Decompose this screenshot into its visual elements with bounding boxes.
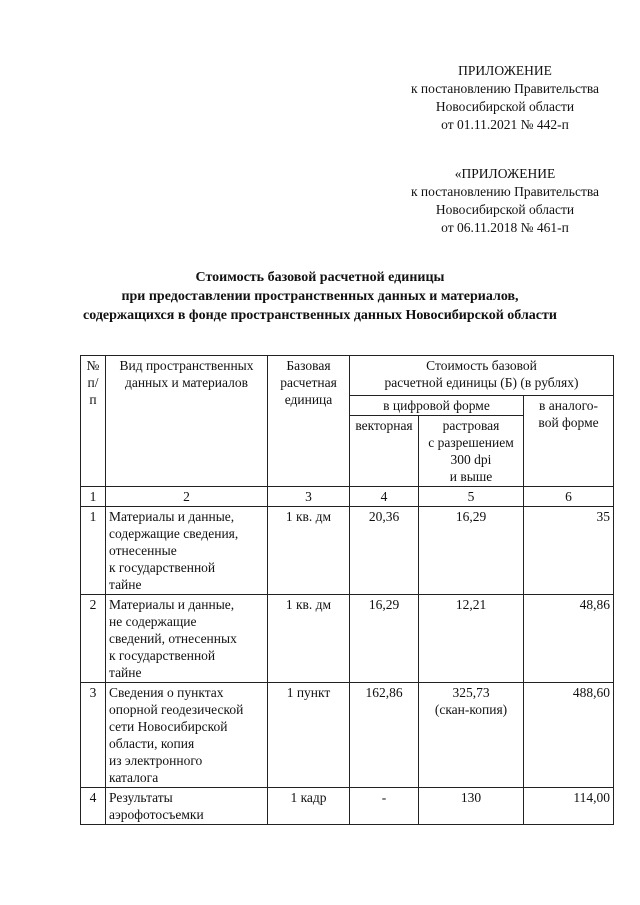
appendix-title: «ПРИЛОЖЕНИЕ: [454, 166, 556, 181]
row-vector: -: [350, 788, 419, 825]
row-type: Сведения о пунктах опорной геодезической сети Новосибирской области, копия из электронного каталога: [106, 683, 268, 788]
row-vector: 162,86: [350, 683, 419, 788]
row-unit: 1 кв. дм: [268, 595, 350, 683]
row-raster: 325,73 (скан-копия): [419, 683, 524, 788]
row-raster: 130: [419, 788, 524, 825]
document-title: [40, 268, 600, 325]
col-number: 2: [106, 487, 268, 507]
title-line-3: содержащихся в фонде пространственных данных Новосибирской области: [83, 308, 557, 323]
row-raster: 16,29: [419, 507, 524, 595]
header-analog: в аналого- вой форме: [524, 396, 614, 487]
appendix-line: к постановлению Правительства: [410, 81, 600, 96]
appendix-line: к постановлению Правительства: [410, 184, 600, 199]
header-type: Вид пространственных данных и материалов: [106, 356, 268, 487]
row-num: 4: [81, 788, 106, 825]
table-row: [81, 595, 614, 683]
appendix-block-original: [375, 165, 635, 237]
table-row: [81, 788, 614, 825]
row-analog: 35: [524, 507, 614, 595]
appendix-date: от 06.11.2018 № 461-п: [441, 220, 569, 235]
header-vector: векторная: [350, 416, 419, 487]
cost-table: [80, 355, 614, 825]
col-number: 3: [268, 487, 350, 507]
row-vector: 20,36: [350, 507, 419, 595]
column-numbers-row: [81, 487, 614, 507]
row-num: 2: [81, 595, 106, 683]
row-analog: 114,00: [524, 788, 614, 825]
row-raster: 12,21: [419, 595, 524, 683]
header-cost: Стоимость базовой расчетной единицы (Б) (в рублях): [350, 356, 614, 396]
header-unit: Базовая расчетная единица: [268, 356, 350, 487]
row-type: Материалы и данные, не содержащие сведений, отнесенных к государственной тайне: [106, 595, 268, 683]
row-vector: 16,29: [350, 595, 419, 683]
row-unit: 1 кв. дм: [268, 507, 350, 595]
header-num: № п/п: [81, 356, 106, 487]
table-row: [81, 683, 614, 788]
col-number: 1: [81, 487, 106, 507]
row-unit: 1 кадр: [268, 788, 350, 825]
row-type: Результаты аэрофотосъемки: [106, 788, 268, 825]
header-digital: в цифровой форме: [350, 396, 524, 416]
table-row: [81, 507, 614, 595]
row-analog: 48,86: [524, 595, 614, 683]
row-type: Материалы и данные, содержащие сведения, отнесенные к государственной тайне: [106, 507, 268, 595]
appendix-line: Новосибирской области: [435, 202, 575, 217]
title-line-2: при предоставлении пространственных данных и материалов,: [121, 289, 519, 304]
row-analog: 488,60: [524, 683, 614, 788]
col-number: 6: [524, 487, 614, 507]
row-num: 3: [81, 683, 106, 788]
appendix-block-current: [375, 62, 635, 134]
appendix-title: ПРИЛОЖЕНИЕ: [458, 63, 552, 78]
appendix-date: от 01.11.2021 № 442-п: [441, 117, 569, 132]
row-unit: 1 пункт: [268, 683, 350, 788]
title-line-1: Стоимость базовой расчетной единицы: [195, 270, 445, 285]
col-number: 5: [419, 487, 524, 507]
row-num: 1: [81, 507, 106, 595]
col-number: 4: [350, 487, 419, 507]
appendix-line: Новосибирской области: [435, 99, 575, 114]
header-raster: растровая с разрешением 300 dpi и выше: [419, 416, 524, 487]
